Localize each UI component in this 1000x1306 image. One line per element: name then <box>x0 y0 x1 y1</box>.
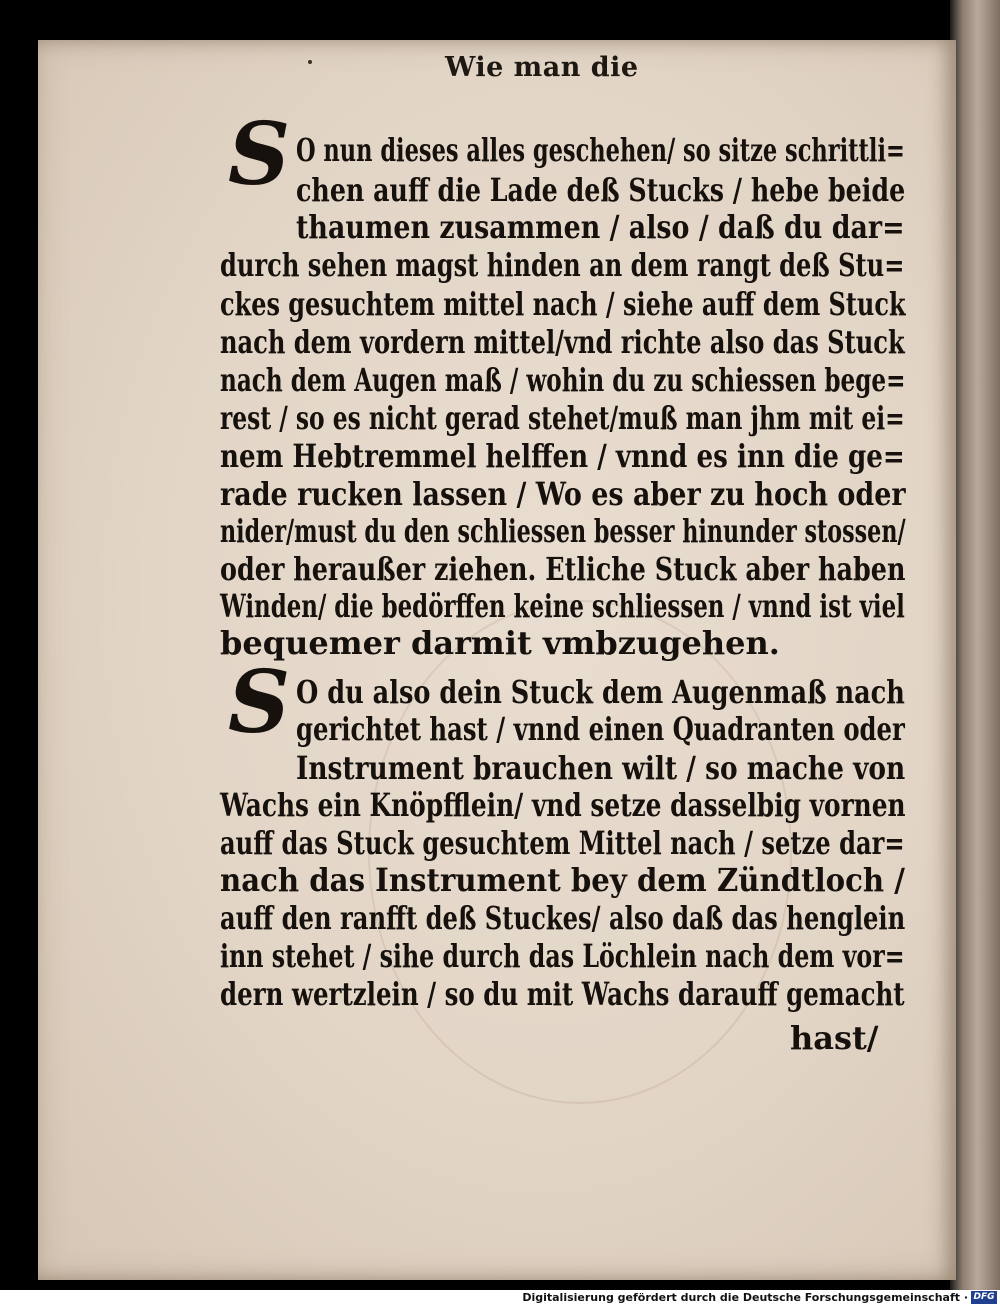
text-line: nach dem Augen maß / wohin du zu schiessen bege= <box>220 361 906 399</box>
catchword: hast/ <box>790 1019 879 1057</box>
running-header: Wie man die <box>445 52 639 83</box>
text-line: rade rucken lassen / Wo es aber zu hoch oder <box>220 475 906 513</box>
text-line: inn stehet / sihe durch das Löchlein nach dem vor= <box>220 937 905 975</box>
text-line: nider/must du den schliessen besser hinunder stossen/ <box>220 512 906 550</box>
text-line: O du also dein Stuck dem Augenmaß nach <box>296 673 905 711</box>
text-line: Instrument brauchen wilt / so mache von <box>296 749 906 787</box>
text-line: chen auff die Lade deß Stucks / hebe beide <box>296 171 906 209</box>
digitization-footer <box>0 1290 1000 1306</box>
text-line: nem Hebtremmel helffen / vnnd es inn die ge= <box>220 437 905 475</box>
text-line: O nun dieses alles geschehen/ so sitze schrittli= <box>296 131 905 169</box>
text-line: gerichtet hast / vnnd einen Quadranten oder <box>296 710 905 748</box>
book-cover-edge <box>950 0 1000 1290</box>
text-line: durch sehen magst hinden an dem rangt deß Stu= <box>220 246 905 284</box>
text-line: thaumen zusammen / also / daß du dar= <box>296 208 905 246</box>
text-line: Winden/ die bedörffen keine schliessen / vnnd ist viel <box>220 587 905 625</box>
dropcap-paragraph-2: S <box>228 652 291 753</box>
text-line: dern wertzlein / so du mit Wachs darauff gemacht <box>220 975 905 1013</box>
text-line: bequemer darmit vmbzugehen. <box>220 624 780 662</box>
funding-credit: Digitalisierung gefördert durch die Deutsche Forschungsgemeinschaft · <box>522 1291 968 1304</box>
text-line: Wachs ein Knöpfflein/ vnd setze dasselbig vornen <box>220 786 906 824</box>
text-line: ckes gesuchtem mittel nach / siehe auff dem Stuck <box>220 285 906 323</box>
text-line: nach das Instrument bey dem Zündtloch / <box>220 861 905 899</box>
text-line: auff das Stuck gesuchtem Mittel nach / setze dar= <box>220 824 905 862</box>
text-line: nach dem vordern mittel/vnd richte also das Stuck <box>220 323 905 361</box>
dropcap-paragraph-1: S <box>228 104 291 205</box>
dfg-logo: DFG <box>971 1291 997 1304</box>
text-line: oder heraußer ziehen. Etliche Stuck aber haben <box>220 550 906 588</box>
text-line: auff den ranfft deß Stuckes/ also daß das henglein <box>220 899 906 937</box>
text-line: rest / so es nicht gerad stehet/muß man jhm mit ei= <box>220 399 905 437</box>
ink-dot <box>308 60 312 64</box>
